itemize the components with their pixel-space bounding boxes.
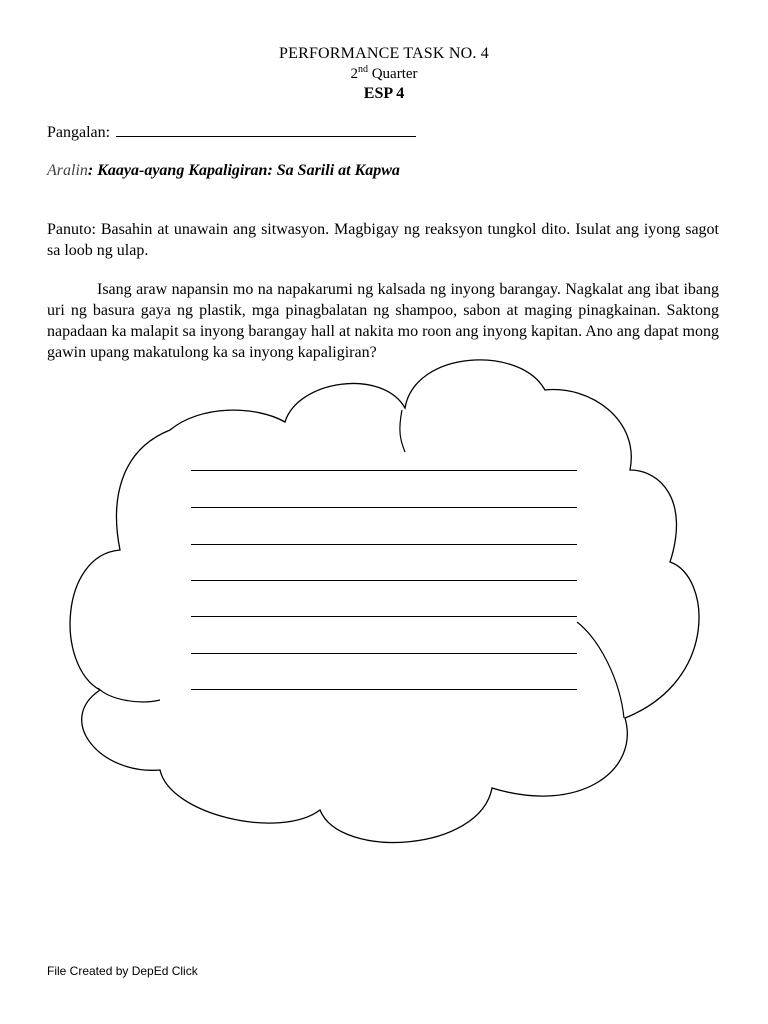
- instructions-paragraph: Panuto: Basahin at unawain ang sitwasyon. Magbigay ng reaksyon tungkol dito. Isulat ang iyong sagot sa loob ng ulap.: [47, 221, 719, 259]
- lesson-row: [47, 162, 400, 180]
- name-field-row: [47, 122, 416, 142]
- task-title: PERFORMANCE TASK NO. 4: [279, 45, 489, 62]
- quarter-word: Quarter: [367, 66, 418, 82]
- cloud-inner-arc-top: [400, 410, 405, 452]
- name-label: Pangalan:: [47, 124, 111, 141]
- cloud-inner-arc-left: [98, 688, 160, 702]
- answer-line[interactable]: [191, 616, 577, 617]
- quarter-label: [0, 64, 768, 84]
- lesson-label: Aralin: [47, 162, 88, 179]
- answer-line[interactable]: [191, 689, 577, 690]
- answer-line[interactable]: [191, 580, 577, 581]
- quarter-suffix: nd: [357, 64, 368, 75]
- cloud-inner-arc-right: [577, 622, 624, 718]
- lesson-topic: : Kaaya-ayang Kapaligiran: Sa Sarili at Kapwa: [87, 162, 400, 179]
- footer-credit: File Created by DepEd Click: [47, 964, 198, 978]
- cloud-outline: [70, 360, 699, 843]
- answer-line[interactable]: [191, 470, 577, 471]
- quarter-number: 2: [350, 66, 358, 82]
- name-blank-line[interactable]: [116, 122, 416, 137]
- answer-line[interactable]: [191, 653, 577, 654]
- answer-line[interactable]: [191, 507, 577, 508]
- worksheet-header: [0, 44, 768, 104]
- answer-line[interactable]: [191, 544, 577, 545]
- situation-paragraph: Isang araw napansin mo na napakarumi ng kalsada ng inyong barangay. Nagkalat ang ibat ibang uri ng basura gaya ng plastik, mga pinagbalatan ng shampoo, sabon at maging pinagkainan. Saktong napadaan ka malapit sa inyong barangay hall at nakita mo roon ang inyong kapitan. Ano ang dapat mong gawin upang makatulong ka sa inyong kapaligiran?: [47, 281, 719, 361]
- subject-label: ESP 4: [363, 85, 405, 102]
